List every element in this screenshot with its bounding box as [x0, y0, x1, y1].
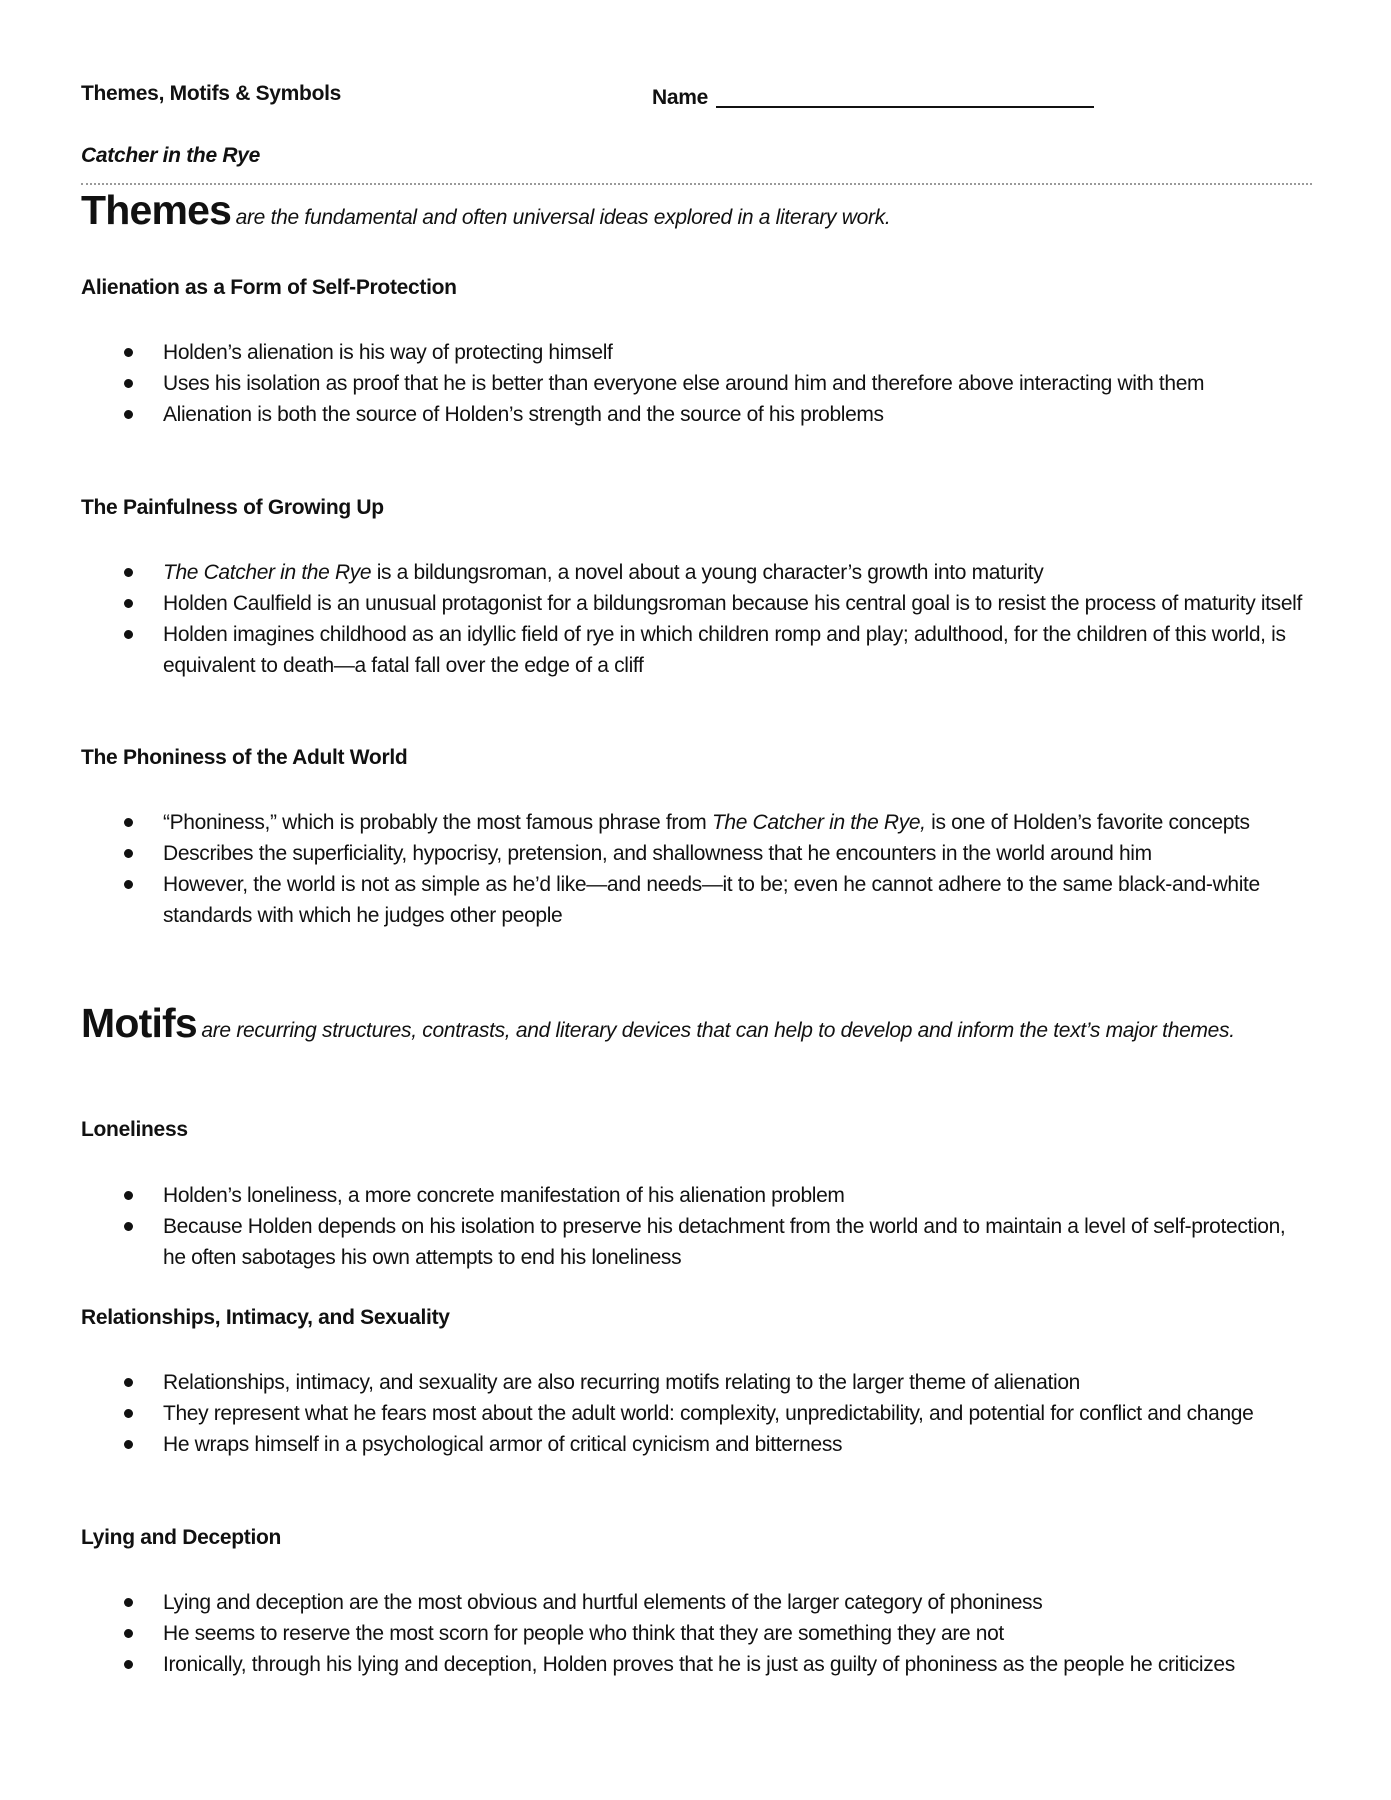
text-segment: However, the world is not as simple as he’d like—and needs—it to be; even he cannot adhere to the same black-and-white standards with which he judges other people — [163, 873, 1260, 927]
worksheet-title: Themes, Motifs & Symbols — [81, 82, 342, 105]
bullet-icon — [124, 599, 133, 608]
bullet-text — [163, 341, 613, 364]
bullet-icon — [124, 818, 133, 827]
motifs-description: are recurring structures, contrasts, and literary devices that can help to develop and inform the text’s major themes. — [201, 1019, 1235, 1042]
list-item — [0, 869, 1310, 931]
name-label: Name — [652, 86, 708, 109]
bullet-icon — [124, 1409, 133, 1418]
bullet-icon — [124, 1191, 133, 1200]
text-segment: Holden’s loneliness, a more concrete manifestation of his alienation problem — [163, 1184, 845, 1207]
bullet-icon — [124, 1222, 133, 1231]
bullet-text — [163, 561, 1043, 584]
bullet-icon — [124, 1440, 133, 1449]
text-segment: Ironically, through his lying and deception, Holden proves that he is just as guilty of phoniness as the people he criticizes — [163, 1653, 1235, 1676]
motif-heading-relationships: Relationships, Intimacy, and Sexuality — [81, 1306, 450, 1329]
motif-relationships-list — [0, 1367, 1310, 1460]
bullet-icon — [124, 1378, 133, 1387]
themes-description: are the fundamental and often universal ideas explored in a literary work. — [235, 206, 891, 229]
bullet-text — [163, 1215, 1285, 1269]
text-segment: He wraps himself in a psychological armor of critical cynicism and bitterness — [163, 1433, 843, 1456]
list-item — [0, 1180, 1310, 1211]
text-segment: They represent what he fears most about the adult world: complexity, unpredictability, and potential for conflict and change — [163, 1402, 1254, 1425]
bullet-text — [163, 1622, 1004, 1645]
bullet-text — [163, 873, 1260, 927]
bullet-text — [163, 403, 884, 426]
italic-title-text: The Catcher in the Rye, — [711, 811, 926, 834]
bullet-icon — [124, 849, 133, 858]
bullet-text — [163, 811, 1250, 834]
bullet-text — [163, 592, 1302, 615]
list-item — [0, 399, 1310, 430]
theme-heading-phoniness: The Phoniness of the Adult World — [81, 746, 408, 769]
bullet-icon — [124, 630, 133, 639]
list-item — [0, 368, 1310, 399]
list-item — [0, 1649, 1310, 1680]
bullet-icon — [124, 1629, 133, 1638]
bullet-icon — [124, 880, 133, 889]
dotted-divider — [81, 183, 1312, 185]
text-segment: Lying and deception are the most obvious and hurtful elements of the larger category of phoniness — [163, 1591, 1043, 1614]
motif-heading-loneliness: Loneliness — [81, 1118, 188, 1141]
bullet-icon — [124, 1598, 133, 1607]
text-segment: Uses his isolation as proof that he is better than everyone else around him and therefore above interacting with them — [163, 372, 1205, 395]
name-blank-line[interactable] — [716, 86, 1094, 108]
motifs-heading: Motifs — [81, 1000, 197, 1046]
bullet-icon — [124, 1660, 133, 1669]
motif-loneliness-list — [0, 1180, 1310, 1273]
bullet-text — [163, 1591, 1042, 1614]
theme-growing-up-list — [0, 557, 1310, 681]
list-item — [0, 807, 1310, 838]
bullet-text — [163, 623, 1286, 677]
text-segment: Because Holden depends on his isolation to preserve his detachment from the world and to maintain a level of self-protection, he often sabotages his own attempts to end his loneliness — [163, 1215, 1286, 1269]
book-title: Catcher in the Rye — [81, 144, 260, 167]
text-segment: Alienation is both the source of Holden’s strength and the source of his problems — [163, 403, 884, 426]
list-item — [0, 1587, 1310, 1618]
themes-intro — [81, 187, 1316, 239]
text-segment: “Phoniness,” which is probably the most famous phrase from — [163, 811, 712, 834]
bullet-icon — [124, 348, 133, 357]
theme-heading-alienation: Alienation as a Form of Self-Protection — [81, 276, 457, 299]
theme-phoniness-list — [0, 807, 1310, 931]
list-item — [0, 1367, 1310, 1398]
bullet-text — [163, 842, 1152, 865]
bullet-text — [163, 1402, 1253, 1425]
text-segment: Holden’s alienation is his way of protecting himself — [163, 341, 613, 364]
bullet-text — [163, 372, 1204, 395]
list-item — [0, 337, 1310, 368]
list-item — [0, 619, 1310, 681]
bullet-text — [163, 1433, 842, 1456]
list-item — [0, 557, 1310, 588]
motif-heading-lying: Lying and Deception — [81, 1526, 282, 1549]
list-item — [0, 1618, 1310, 1649]
list-item — [0, 1398, 1310, 1429]
italic-title-text: The Catcher in the Rye — [163, 561, 372, 584]
text-segment: Holden Caulfield is an unusual protagonist for a bildungsroman because his central goal is to resist the process of maturity itself — [163, 592, 1302, 615]
list-item — [0, 588, 1310, 619]
bullet-icon — [124, 410, 133, 419]
text-segment: He seems to reserve the most scorn for people who think that they are something they are not — [163, 1622, 1004, 1645]
list-item — [0, 838, 1310, 869]
text-segment: Holden imagines childhood as an idyllic field of rye in which children romp and play; adulthood, for the children of this world, is equivalent to death—a fatal fall over the edge of a cliff — [163, 623, 1286, 677]
list-item — [0, 1211, 1310, 1273]
motif-lying-list — [0, 1587, 1310, 1680]
bullet-text — [163, 1371, 1080, 1394]
bullet-icon — [124, 568, 133, 577]
name-field — [652, 82, 1094, 110]
text-segment: is one of Holden’s favorite concepts — [925, 811, 1250, 834]
text-segment: is a bildungsroman, a novel about a young character’s growth into maturity — [371, 561, 1044, 584]
text-segment: Relationships, intimacy, and sexuality are also recurring motifs relating to the larger theme of alienation — [163, 1371, 1080, 1394]
list-item — [0, 1429, 1310, 1460]
bullet-text — [163, 1653, 1235, 1676]
themes-heading: Themes — [81, 187, 232, 233]
bullet-icon — [124, 379, 133, 388]
theme-alienation-list — [0, 337, 1310, 430]
theme-heading-growing-up: The Painfulness of Growing Up — [81, 496, 384, 519]
text-segment: Describes the superficiality, hypocrisy, pretension, and shallowness that he encounters in the world around him — [163, 842, 1152, 865]
bullet-text — [163, 1184, 845, 1207]
motifs-intro — [81, 1000, 1316, 1052]
